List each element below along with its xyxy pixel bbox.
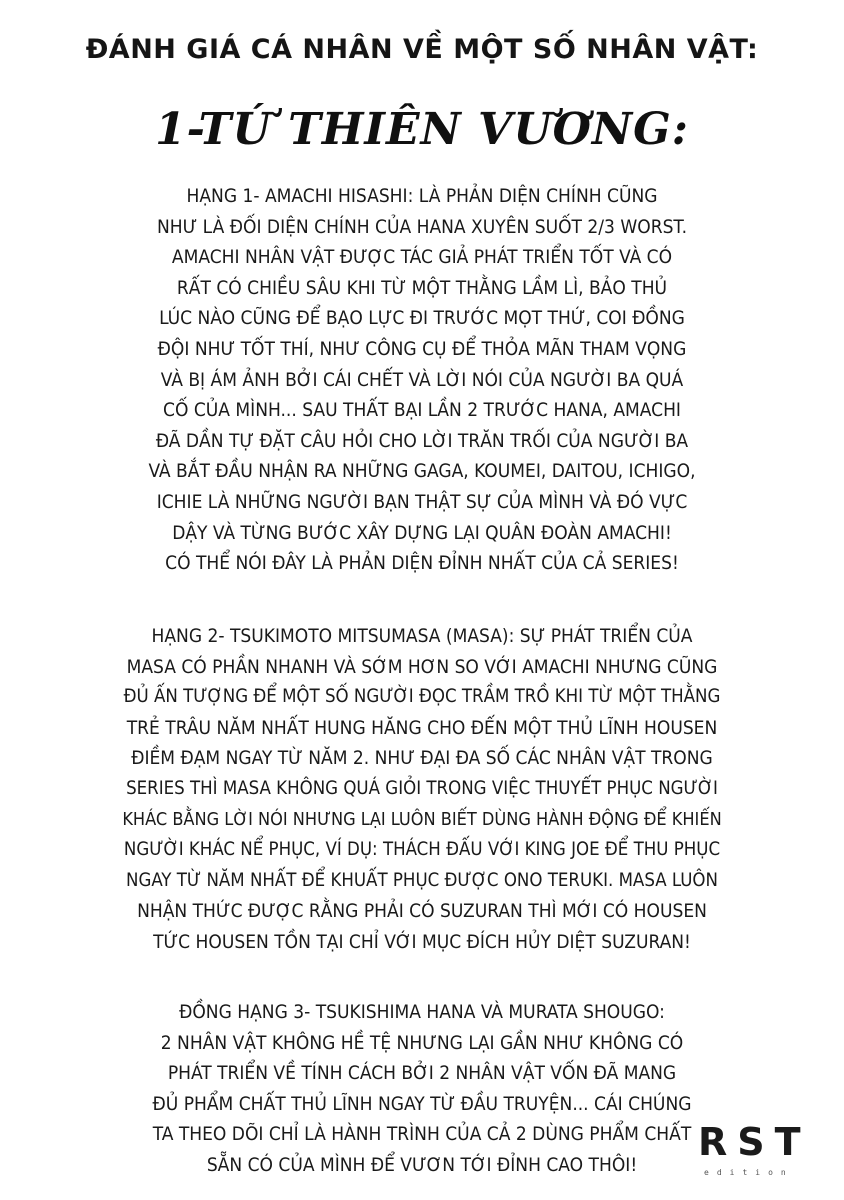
text-line: NHƯ LÀ ĐỐI DIỆN CHÍNH CỦA HANA XUYÊN SUỐT 2/3 WORST. [156, 215, 688, 238]
text-line: ĐIỀM ĐẠM NGAY TỪ NĂM 2. NHƯ ĐẠI ĐA SỐ CÁC NHÂN VẬT TRONG [131, 747, 713, 770]
text-line: SERIES THÌ MASA KHÔNG QUÁ GIỎI TRONG VIỆC THUYẾT PHỤC NGƯỜI [126, 777, 718, 799]
text-line: DẬY VÀ TỪNG BƯỚC XÂY DỰNG LẠI QUÂN ĐOÀN AMACHI! [172, 521, 672, 544]
worst-edition-watermark [694, 1122, 822, 1188]
text-line: RẤT CÓ CHIỀU SÂU KHI TỪ MỘT THẰNG LẦM LÌ, BẢO THỦ [176, 276, 668, 299]
text-line: NGƯỜI KHÁC NỂ PHỤC, VÍ DỤ: THÁCH ĐẤU VỚI KING JOE ĐỂ THU PHỤC [123, 839, 721, 861]
text-line: ĐỒNG HẠNG 3- TSUKISHIMA HANA VÀ MURATA SHOUGO: [179, 1001, 665, 1023]
text-line: KHÁC BẰNG LỜI NÓI NHƯNG LẠI LUÔN BIẾT DÙNG HÀNH ĐỘNG ĐỂ KHIẾN [122, 808, 722, 830]
text-line: TRẺ TRÂU NĂM NHẤT HUNG HĂNG CHO ĐẾN MỘT THỦ LĨNH HOUSEN [126, 716, 718, 739]
text-line: TA THEO DÕI CHỈ LÀ HÀNH TRÌNH CỦA CẢ 2 DÙNG PHẨM CHẤT [152, 1123, 692, 1146]
paragraph-rank-3 [120, 997, 724, 1181]
text-line: TỨC HOUSEN TỒN TẠI CHỈ VỚI MỤC ĐÍCH HỦY DIỆT SUZURAN! [153, 930, 691, 953]
text-line: ĐÃ DẦN TỰ ĐẶT CÂU HỎI CHO LỜI TRĂN TRỐI CỦA NGƯỜI BA [155, 429, 689, 452]
text-line: NHẬN THỨC ĐƯỢC RẰNG PHẢI CÓ SUZURAN THÌ MỚI CÓ HOUSEN [137, 900, 707, 923]
text-line: 2 NHÂN VẬT KHÔNG HỀ TỆ NHƯNG LẠI GẦN NHƯ KHÔNG CÓ [160, 1031, 684, 1054]
watermark-subtext: edition [704, 1168, 794, 1177]
text-line: VÀ BẮT ĐẦU NHẬN RA NHỮNG GAGA, KOUMEI, DAITOU, ICHIGO, [148, 460, 696, 483]
text-line: VÀ BỊ ÁM ẢNH BỞI CÁI CHẾT VÀ LỜI NÓI CỦA NGƯỜI BA QUÁ [160, 368, 684, 391]
text-line: ICHIE LÀ NHỮNG NGƯỜI BẠN THẬT SỰ CỦA MÌNH VÀ ĐÓ VỰC [156, 490, 688, 513]
page-heading: ĐÁNH GIÁ CÁ NHÂN VỀ MỘT SỐ NHÂN VẬT: [85, 34, 759, 65]
paragraph-rank-1 [120, 181, 724, 579]
text-line: ĐỦ ẤN TƯỢNG ĐỂ MỘT SỐ NGƯỜI ĐỌC TRẦM TRỒ KHI TỪ MỘT THẰNG [123, 686, 721, 708]
section-title: 1-TỨ THIÊN VƯƠNG: [155, 104, 689, 155]
text-line: CỐ CỦA MÌNH... SAU THẤT BẠI LẦN 2 TRƯỚC HANA, AMACHI [163, 399, 681, 422]
text-line: AMACHI NHÂN VẬT ĐƯỢC TÁC GIẢ PHÁT TRIỂN TỐT VÀ CÓ [171, 246, 673, 269]
text-line: MASA CÓ PHẦN NHANH VÀ SỚM HƠN SO VỚI AMACHI NHƯNG CŨNG [126, 655, 718, 678]
text-line: ĐỦ PHẨM CHẤT THỦ LĨNH NGAY TỪ ĐẦU TRUYỆN... CÁI CHÚNG [152, 1092, 692, 1115]
text-line: SẴN CÓ CỦA MÌNH ĐỂ VƯƠN TỚI ĐỈNH CAO THÔI! [206, 1153, 638, 1176]
text-line: PHÁT TRIỂN VỀ TÍNH CÁCH BỞI 2 NHÂN VẬT VỐN ĐÃ MANG [167, 1062, 677, 1085]
text-line: CÓ THỂ NÓI ĐÂY LÀ PHẢN DIỆN ĐỈNH NHẤT CỦA CẢ SERIES! [165, 552, 679, 575]
text-line: HẠNG 2- TSUKIMOTO MITSUMASA (MASA): SỰ PHÁT TRIỂN CỦA [151, 625, 693, 647]
watermark-logo-text: RST [698, 1120, 811, 1164]
text-line: HẠNG 1- AMACHI HISASHI: LÀ PHẢN DIỆN CHÍNH CŨNG [186, 185, 658, 207]
text-line: LÚC NÀO CŨNG ĐỂ BẠO LỰC ĐI TRƯỚC MỌT THỨ, COI ĐỒNG [159, 307, 685, 330]
text-line: ĐỘI NHƯ TỐT THÍ, NHƯ CÔNG CỤ ĐỂ THỎA MÃN THAM VỌNG [157, 337, 687, 360]
text-line: NGAY TỪ NĂM NHẤT ĐỂ KHUẤT PHỤC ĐƯỢC ONO TERUKI. MASA LUÔN [126, 869, 718, 891]
paragraph-rank-2 [120, 621, 724, 958]
